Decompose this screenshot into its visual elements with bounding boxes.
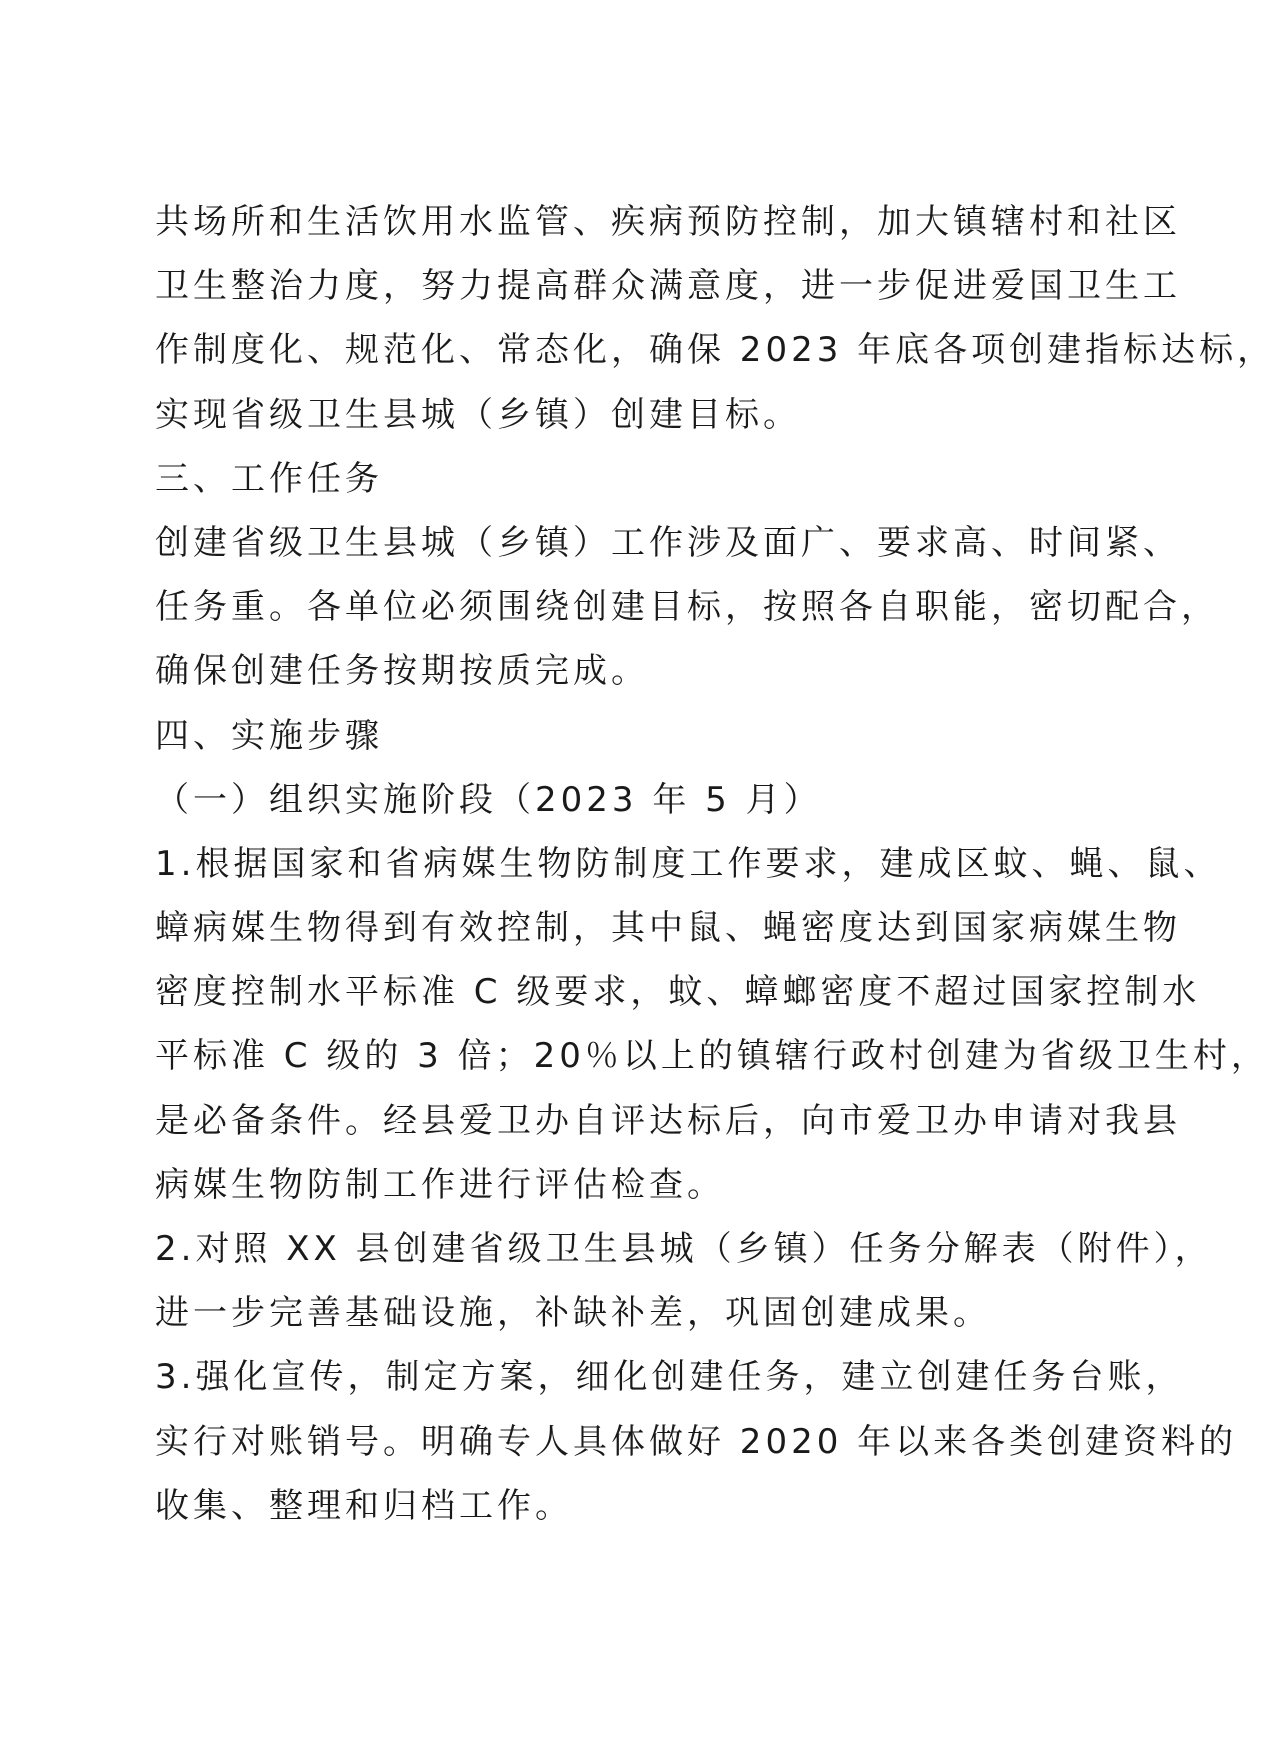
paragraph-line: 创建省级卫生县城（乡镇）工作涉及面广、要求高、时间紧、 — [155, 522, 1181, 563]
paragraph-line: 共场所和生活饮用水监管、疾病预防控制，加大镇辖村和社区 — [155, 202, 1181, 242]
paragraph-line: 确保创建任务按期按质完成。 — [155, 651, 649, 692]
list-item-line: 病媒生物防制工作进行评估检查。 — [155, 1164, 725, 1205]
list-item-line: 2.对照 XX 县创建省级卫生县城（乡镇）任务分解表（附件）， — [155, 1229, 1213, 1269]
section-heading: 四、实施步骤 — [155, 715, 383, 756]
list-item-line: 蟑病媒生物得到有效控制，其中鼠、蝇密度达到国家病媒生物 — [155, 908, 1181, 949]
document-body — [155, 190, 1275, 1538]
list-item-line: 密度控制水平标准 C 级要求，蚊、蟑螂密度不超过国家控制水 — [155, 972, 1201, 1013]
list-item-line: 是必备条件。经县爱卫办自评达标后，向市爱卫办申请对我县 — [155, 1100, 1181, 1141]
list-item-line: 1.根据国家和省病媒生物防制度工作要求，建成区蚊、蝇、鼠、 — [155, 843, 1222, 884]
subsection-heading: （一）组织实施阶段（2023 年 5 月） — [155, 779, 822, 820]
section-heading: 三、工作任务 — [155, 458, 383, 499]
paragraph-line: 任务重。各单位必须围绕创建目标，按照各自职能，密切配合， — [155, 587, 1219, 628]
paragraph-line: 作制度化、规范化、常态化，确保 2023 年底各项创建指标达标， — [155, 330, 1275, 371]
paragraph-line: 卫生整治力度，努力提高群众满意度，进一步促进爱国卫生工 — [155, 266, 1181, 307]
list-item-line: 收集、整理和归档工作。 — [155, 1485, 573, 1526]
list-item-line: 平标准 C 级的 3 倍；20％以上的镇辖行政村创建为省级卫生村， — [155, 1036, 1269, 1077]
list-item-line: 3.强化宣传，制定方案，细化创建任务，建立创建任务台账， — [155, 1357, 1184, 1398]
list-item-line: 进一步完善基础设施，补缺补差，巩固创建成果。 — [155, 1293, 991, 1334]
list-item-line: 实行对账销号。明确专人具体做好 2020 年以来各类创建资料的 — [155, 1421, 1238, 1462]
paragraph-line: 实现省级卫生县城（乡镇）创建目标。 — [155, 394, 801, 435]
